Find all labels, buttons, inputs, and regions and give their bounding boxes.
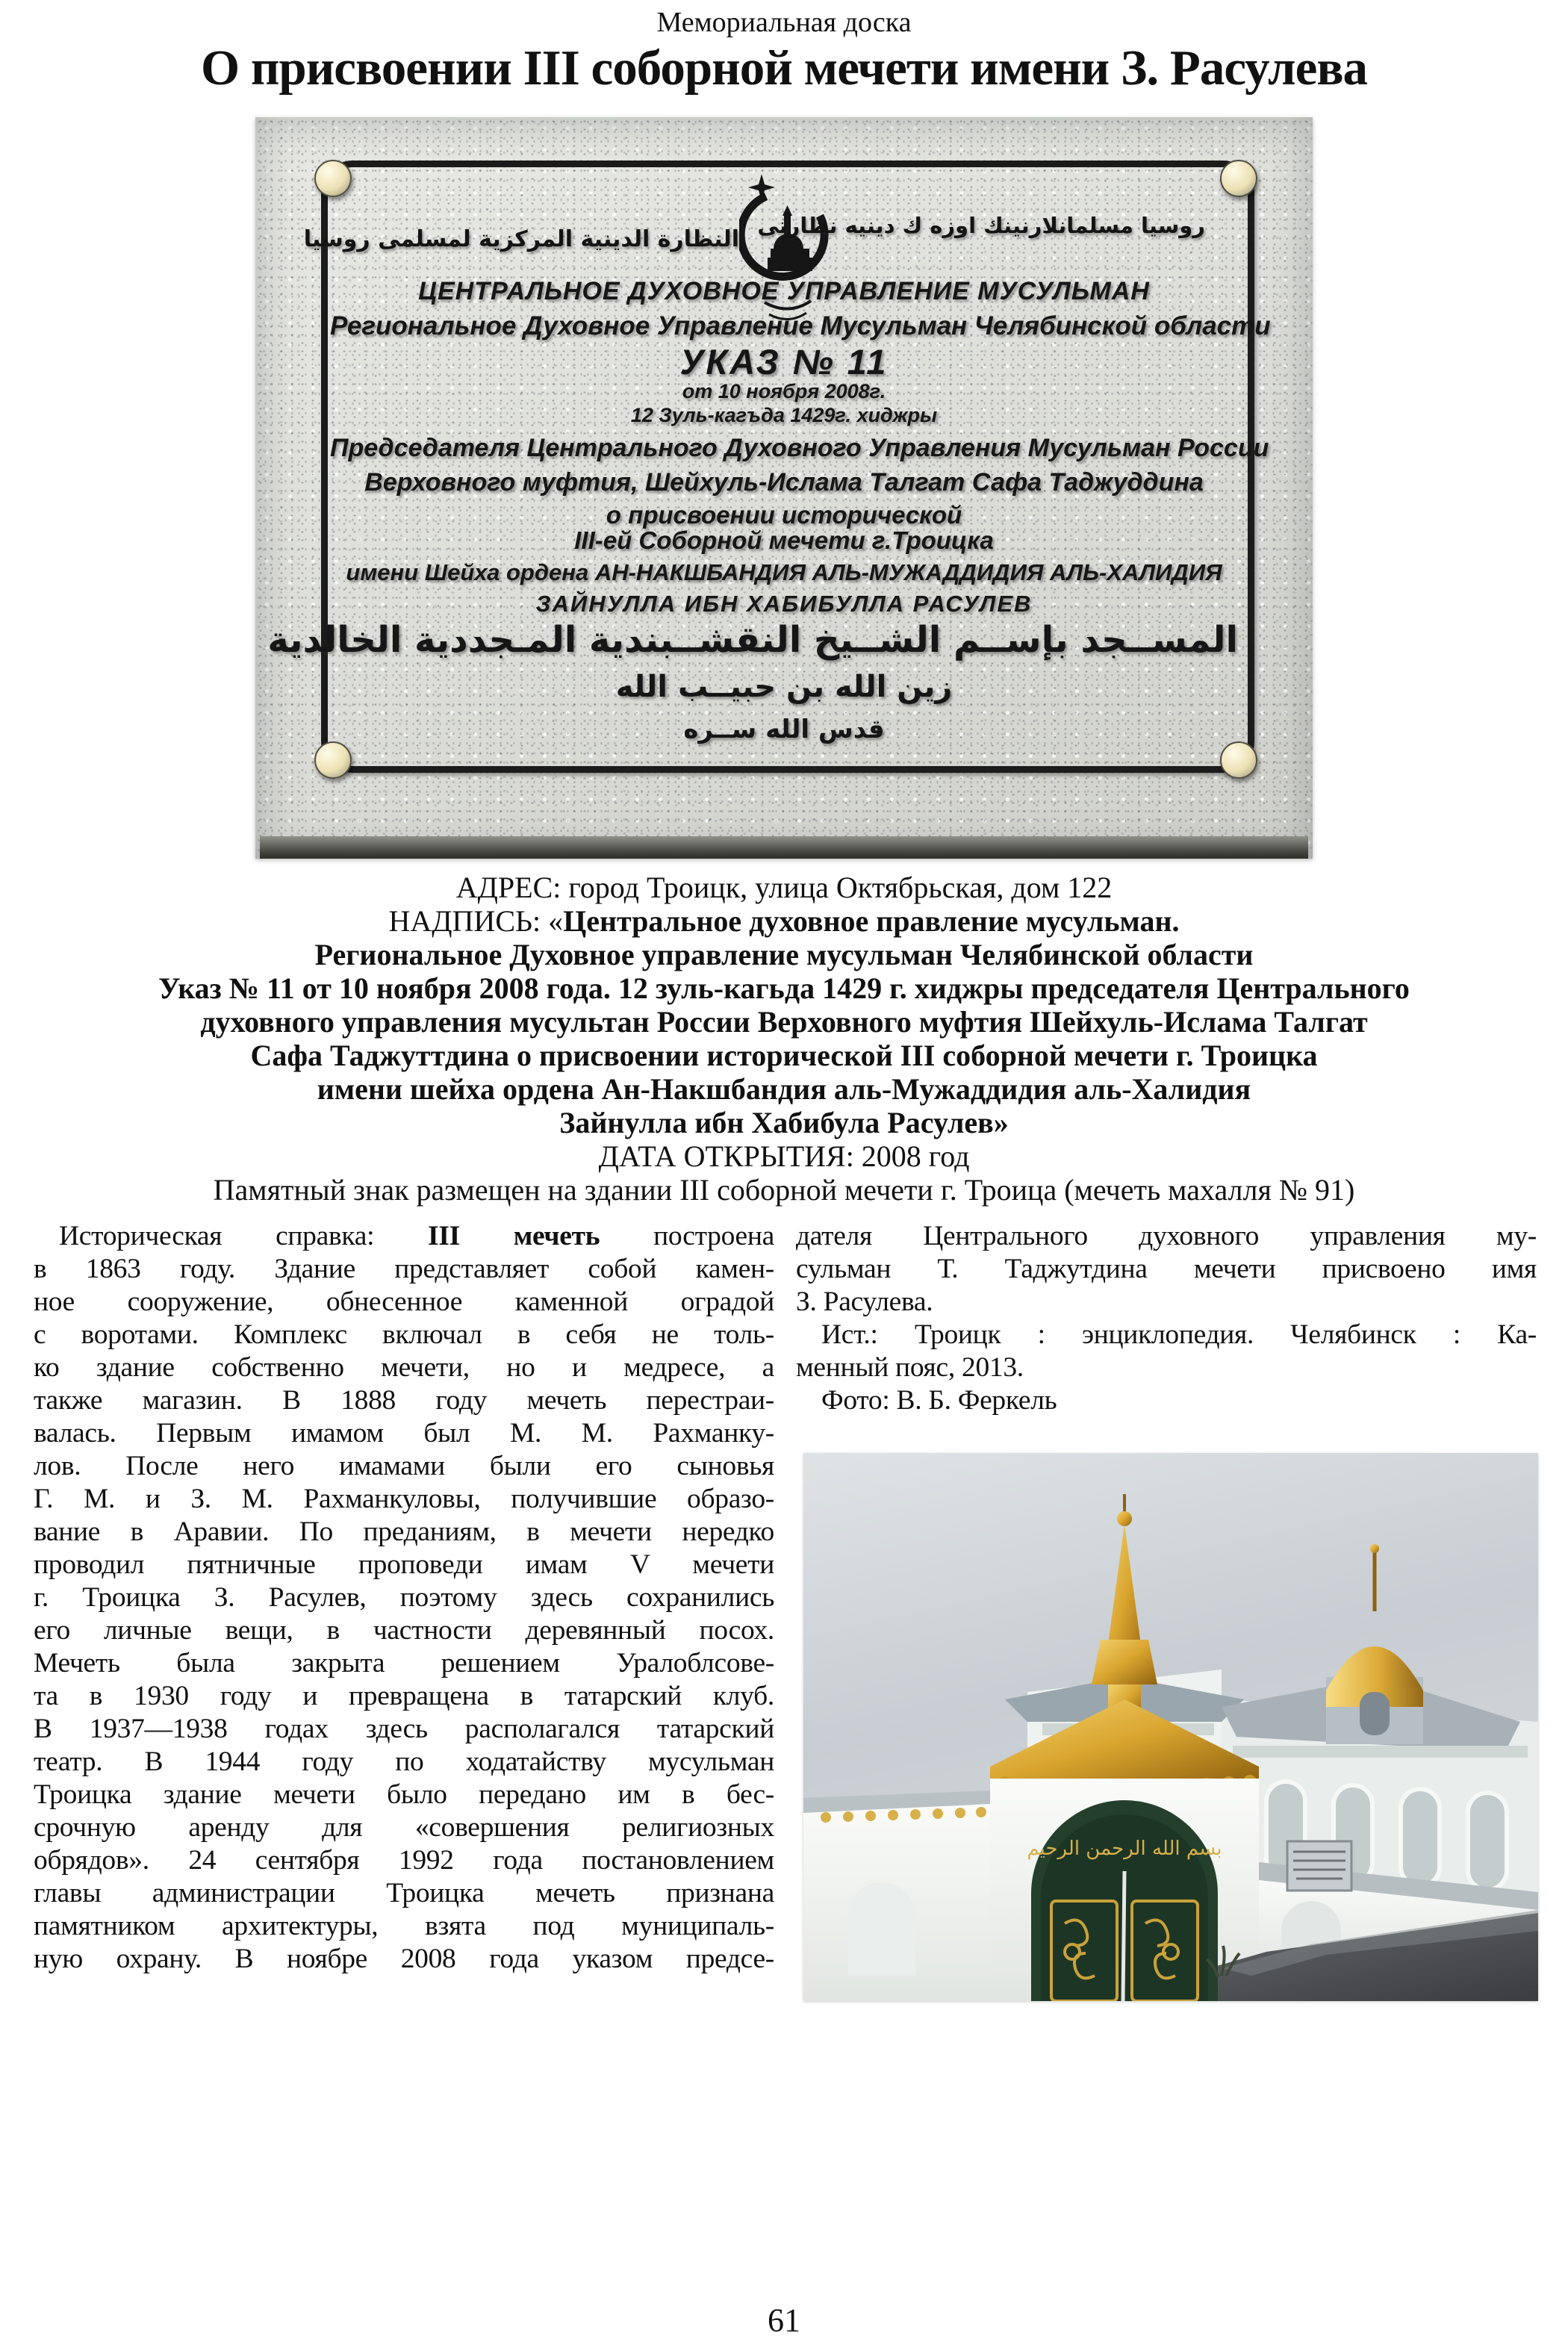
info-line: НАДПИСЬ: «Центральное духовное правление мусульман. xyxy=(388,904,1180,938)
plaque-body-line4: III-ей Соборной мечети г.Троицка xyxy=(574,526,994,554)
plaque-arabic-line3: قدس الله ســره xyxy=(683,715,885,744)
body-text-line: его личные вещи, в частности деревянный посох. xyxy=(34,1615,774,1646)
body-text-line: г. Троицка З. Расулев, поэтому здесь сохранились xyxy=(34,1582,774,1613)
body-column-left xyxy=(34,1220,774,1976)
body-text-line: проводил пятничные проповеди имам V мечети xyxy=(34,1549,774,1580)
body-text-line: срочную аренду для «совершения религиозных xyxy=(34,1812,774,1843)
plaque-body-line1: Председателя Центрального Духовного Управления Мусульман России xyxy=(330,434,1269,462)
info-line: АДРЕС: город Троицк, улица Октябрьская, дом 122 xyxy=(455,871,1113,904)
body-text-line: с воротами. Комплекс включал в себя не толь- xyxy=(34,1319,774,1350)
plaque-body-line2: Верховного муфтия, Шейхуль-Ислама Талгат Сафа Таджуддина xyxy=(364,468,1204,497)
body-text-line: дателя Центрального духовного управления му- xyxy=(796,1221,1537,1251)
body-text-line: ную охрану. В ноябре 2008 года указом предсе- xyxy=(34,1944,774,1974)
body-text-line: та в 1930 году и превращена в татарский клуб. xyxy=(34,1681,774,1711)
mosque-photo xyxy=(803,1453,1538,2001)
body-text-line: валась. Первым имамом был М. М. Рахманку- xyxy=(34,1418,774,1449)
info-line: Зайнулла ибн Хабибула Расулев» xyxy=(559,1106,1009,1139)
body-text-line: менный пояс, 2013. xyxy=(796,1352,1024,1383)
body-text-line: Мечеть была закрыта решением Уралоблсове- xyxy=(34,1648,774,1679)
body-text-line: ное сооружение, обнесенное каменной оградой xyxy=(34,1287,774,1317)
body-text-line: Троицка здание мечети было передано им в бес- xyxy=(34,1779,774,1810)
body-text-line: главы администрации Троицка мечеть признана xyxy=(34,1878,774,1908)
body-text-line: памятником архитектуры, взята под муниципаль- xyxy=(34,1911,774,1941)
body-text-line: Фото: В. Б. Феркель xyxy=(821,1385,1057,1416)
body-text-line: вание в Аравии. По преданиям, в мечети нередко xyxy=(34,1516,774,1547)
body-text-line: Г. М. и З. М. Рахманкуловы, получившие образо- xyxy=(34,1484,774,1514)
screw-icon xyxy=(1220,160,1257,197)
body-text-line: З. Расулева. xyxy=(796,1287,933,1317)
screw-icon xyxy=(314,741,352,779)
info-line: имени шейха ордена Ан-Накшбандия аль-Мужаддидия аль-Халидия xyxy=(317,1072,1251,1106)
body-text-line: также магазин. В 1888 году мечеть перестраи- xyxy=(34,1385,774,1416)
body-text-line: в 1863 году. Здание представляет собой камен- xyxy=(34,1254,774,1284)
info-line: Сафа Таджуттдина о присвоении исторической III соборной мечети г. Троицка xyxy=(250,1039,1318,1072)
plaque-arabic-header-right: روسيا مسلمانلارنينك اوزه ك دينيه نظارتى xyxy=(757,213,1205,238)
info-line: Памятный знак размещен на здании III соборной мечети г. Троица (мечеть махалля № 91) xyxy=(213,1173,1355,1207)
info-line: ДАТА ОТКРЫТИЯ: 2008 год xyxy=(598,1139,970,1173)
plaque-stone-base xyxy=(260,836,1308,859)
plaque-arabic-header-left: النظارة الدينية المركزية لمسلمى روسيا xyxy=(303,226,739,252)
body-column-right xyxy=(796,1220,1537,1417)
info-line: духовного управления мусультан России Верховного муфтия Шейхуль-Ислама Талгат xyxy=(200,1005,1368,1039)
page-number: 61 xyxy=(768,2302,800,2339)
body-text-line: ко здание собственно мечети, но и медресе, а xyxy=(34,1352,774,1383)
info-line: Региональное Духовное управление мусульман Челябинской области xyxy=(314,938,1254,971)
plaque-date-line2: 12 Зуль-кагъда 1429г. хиджры xyxy=(630,404,938,426)
plaque-date-line1: от 10 ноября 2008г. xyxy=(682,380,886,402)
body-text-line: Историческая справка: III мечеть построена xyxy=(59,1221,774,1251)
info-line: Указ № 11 от 10 ноября 2008 года. 12 зуль-кагьда 1429 г. хиджры председателя Центрального xyxy=(158,971,1410,1005)
body-text-line: В 1937—1938 годах здесь располагался татарский xyxy=(34,1714,774,1744)
screw-icon xyxy=(314,160,352,197)
plaque-arabic-line2: زين الله بن حبيــب الله xyxy=(615,670,953,704)
body-text-line: обрядов». 24 сентября 1992 года постановлением xyxy=(34,1845,774,1876)
plaque-body-line5: имени Шейха ордена АН-НАКШБАНДИЯ АЛЬ-МУЖАДДИДИЯ АЛЬ-ХАЛИДИЯ xyxy=(346,559,1222,585)
body-text-line: сульман Т. Таджутдина мечети присвоено имя xyxy=(796,1254,1537,1284)
info-block xyxy=(30,871,1538,1207)
body-text-line: театр. В 1944 году по ходатайству мусульман xyxy=(34,1746,774,1777)
plaque-body-line3: о присвоении исторической xyxy=(606,501,962,529)
mosque-photo-illustration xyxy=(803,1453,1538,2001)
plaque-photo xyxy=(255,117,1313,859)
plaque-org-line1: ЦЕНТРАЛЬНОЕ ДУХОВНОЕ УПРАВЛЕНИЕ МУСУЛЬМАН xyxy=(418,277,1150,305)
plaque-body-line6: ЗАЙНУЛЛА ИБН ХАБИБУЛЛА РАСУЛЕВ xyxy=(535,591,1033,617)
body-text-line: Ист.: Троицк : энциклопедия. Челябинск : Ка- xyxy=(821,1319,1537,1350)
screw-icon xyxy=(1220,741,1257,779)
plaque-arabic-line1: المســجد بإســم الشــيخ النقشــبندية المـجددية الخالدية xyxy=(267,619,1238,661)
plaque-org-line2: Региональное Духовное Управление Мусульман Челябинской области xyxy=(330,311,1271,340)
plaque-decree-line: УКАЗ № 11 xyxy=(679,342,889,382)
svg-text:بسم الله الرحمن الرحيم: بسم الله الرحمن الرحيم xyxy=(1027,1838,1222,1860)
body-text-line: лов. После него имамами были его сыновья xyxy=(34,1451,774,1481)
page-title: О присвоении III соборной мечети имени З. Расулева xyxy=(200,40,1368,96)
kicker-heading: Мемориальная доска xyxy=(656,7,912,38)
